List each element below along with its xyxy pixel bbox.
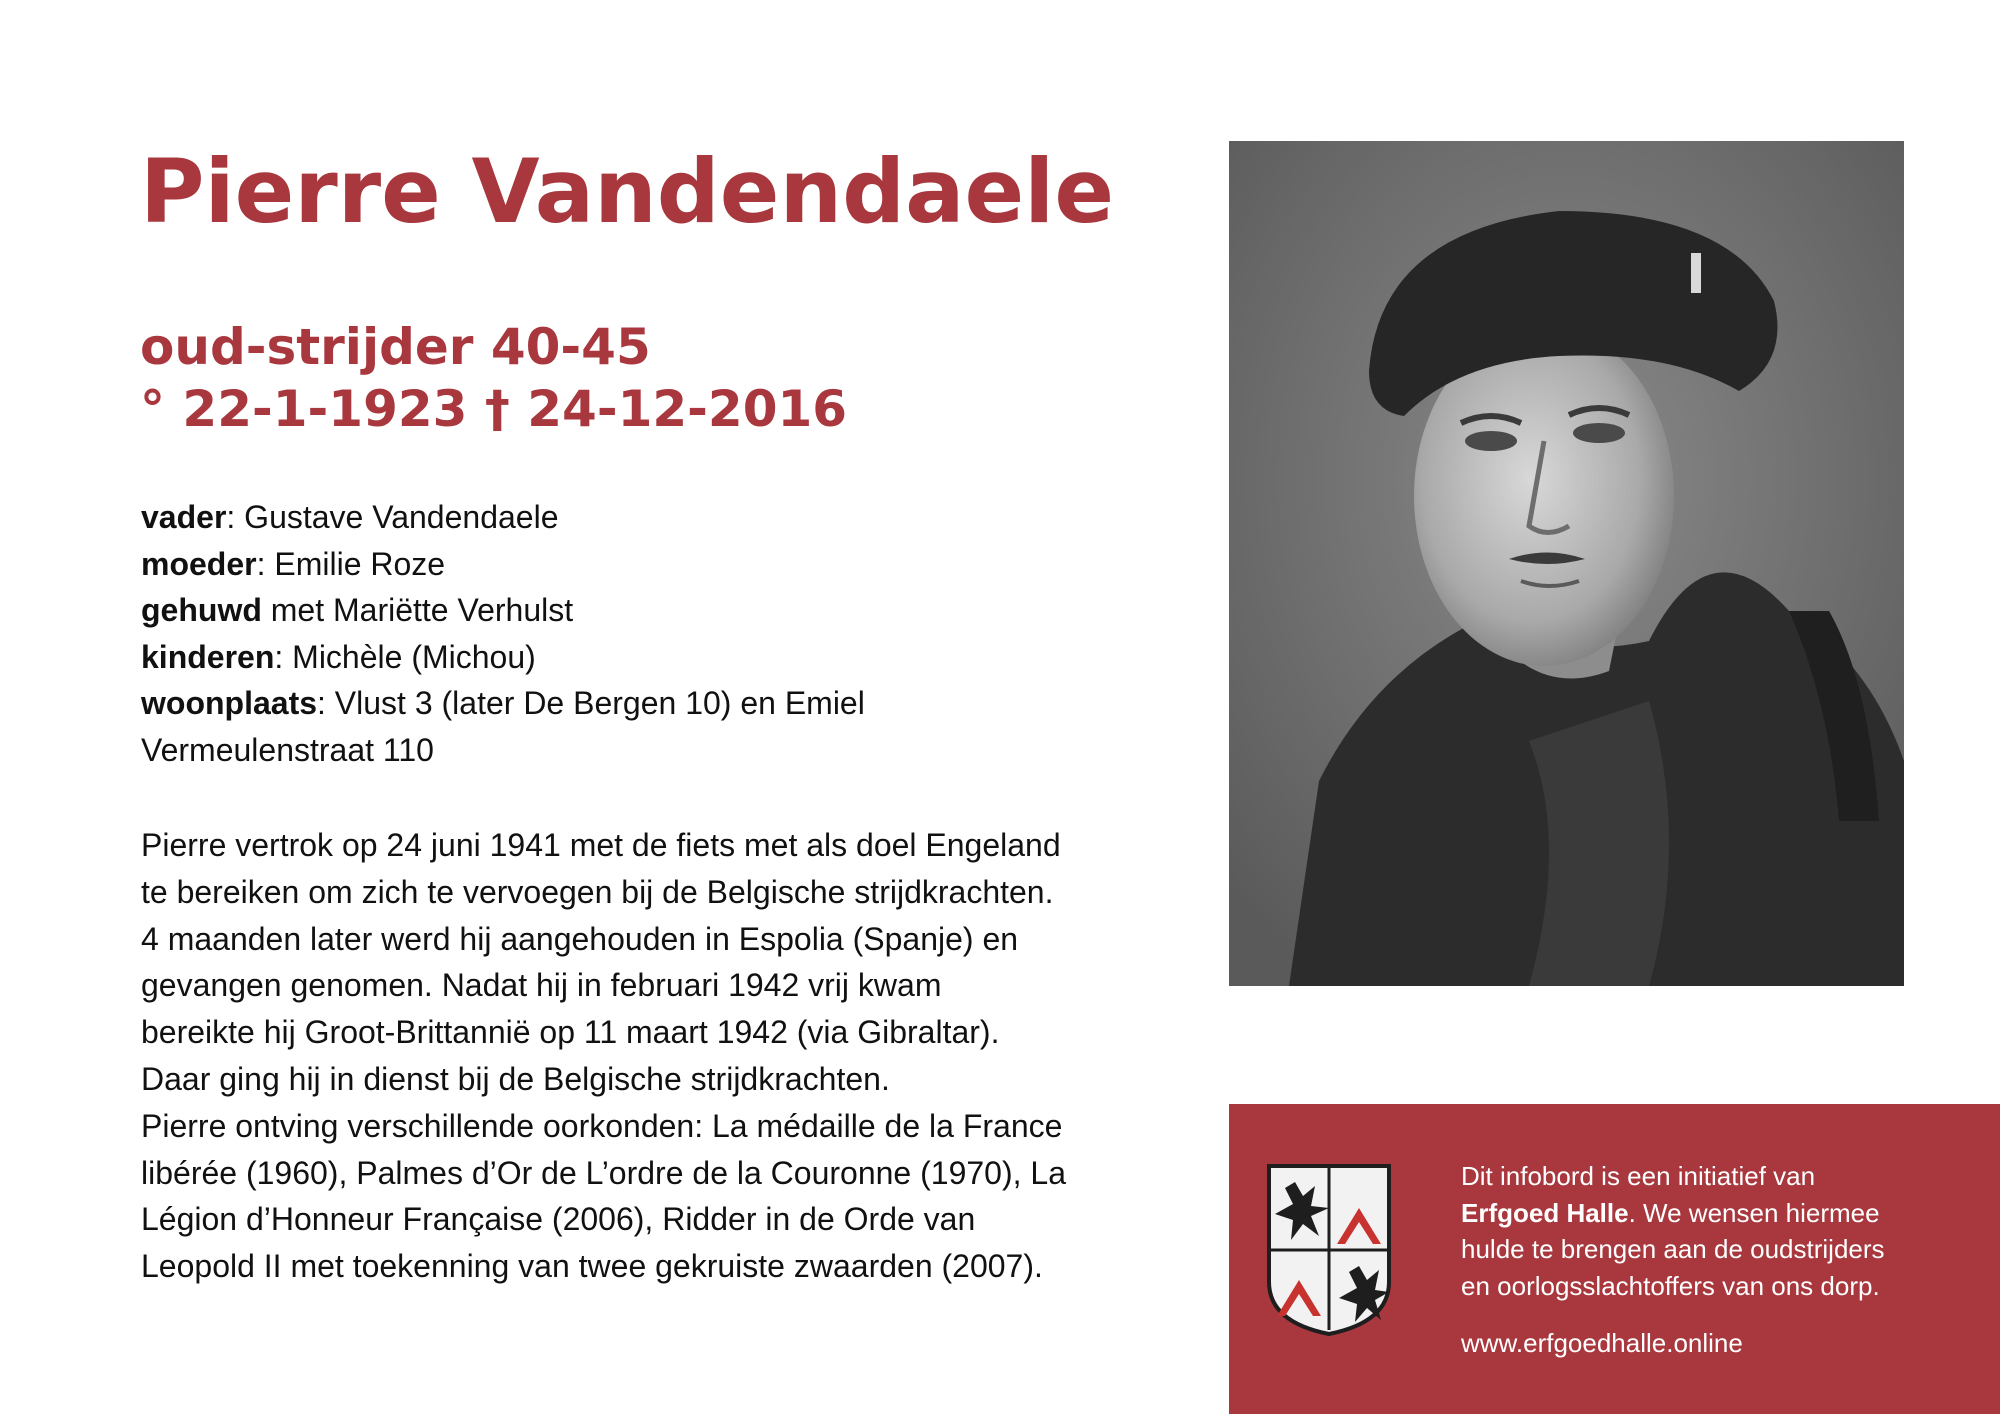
fact-value: met Mariëtte Verhulst (270, 592, 574, 628)
story-line: 4 maanden later werd hij aangehouden in Espolia (Spanje) en (141, 920, 1019, 957)
fact-father: vader: Gustave Vandendaele (141, 499, 559, 535)
fact-value: Vlust 3 (later De Bergen 10) en Emiel (334, 685, 865, 721)
fact-label: kinderen (141, 638, 275, 675)
info-line: hulde te brengen aan de oudstrijders (1461, 1234, 1885, 1264)
fact-value: Emilie Roze (274, 545, 446, 582)
story-line: gevangen genomen. Nadat hij in februari 1942 vrij kwam (141, 967, 942, 1004)
fact-married (141, 587, 1091, 634)
info-panel (1229, 1104, 2000, 1414)
story-line: Pierre vertrok op 24 juni 1941 met de fiets met als doel Engeland (141, 827, 1061, 863)
story-line: te bereiken om zich te vervoegen bij de Belgische strijdkrachten. (141, 873, 1054, 910)
fact-label: vader (141, 499, 227, 535)
fact-label: gehuwd (141, 592, 262, 628)
portrait-illustration (1229, 141, 1904, 986)
fact-residence: woonplaats: Vlust 3 (later De Bergen 10) en Emiel (141, 685, 865, 721)
page-title: Pierre Vandendaele (140, 140, 1115, 243)
role-line: oud-strijder 40-45 (140, 318, 651, 376)
info-line: en oorlogsslachtoffers van ons dorp. (1461, 1270, 1880, 1301)
fact-value: Michèle (Michou) (292, 638, 536, 675)
family-facts (141, 494, 1091, 773)
portrait-photo (1229, 141, 1904, 986)
biography-text (141, 822, 1121, 1290)
subtitle (140, 316, 847, 440)
story-line: libérée (1960), Palmes d’Or de L’ordre de la Couronne (1970), La (141, 1154, 1066, 1191)
fact-value: Gustave Vandendaele (244, 499, 559, 535)
story-line: bereikte hij Groot-Brittannië op 11 maart 1942 (via Gibraltar). (141, 1014, 1000, 1051)
fact-label: moeder (141, 545, 257, 582)
fact-label: woonplaats (141, 685, 318, 721)
info-text (1461, 1158, 1981, 1304)
story-line: Leopold II met toekenning van twee gekruiste zwaarden (2007). (141, 1248, 1043, 1285)
fact-children: kinderen: Michèle (Michou) (141, 638, 536, 675)
coat-of-arms-icon (1265, 1162, 1393, 1338)
org-name: Erfgoed Halle (1461, 1197, 1629, 1228)
website-link[interactable]: www.erfgoedhalle.online (1461, 1328, 1743, 1358)
info-line: Erfgoed Halle. We wensen hiermee (1461, 1197, 1880, 1228)
story-line: Daar ging hij in dienst bij de Belgische strijdkrachten. (141, 1060, 890, 1097)
story-line: Légion d’Honneur Française (2006), Ridder in de Orde van (141, 1201, 976, 1238)
info-line: Dit infobord is een initiatief van (1461, 1161, 1816, 1191)
fact-mother: moeder: Emilie Roze (141, 545, 446, 582)
fact-residence-cont: Vermeulenstraat 110 (141, 731, 434, 768)
story-line: Pierre ontving verschillende oorkonden: La médaille de la France (141, 1107, 1063, 1144)
dates-line: ° 22-1-1923 † 24-12-2016 (140, 380, 848, 438)
